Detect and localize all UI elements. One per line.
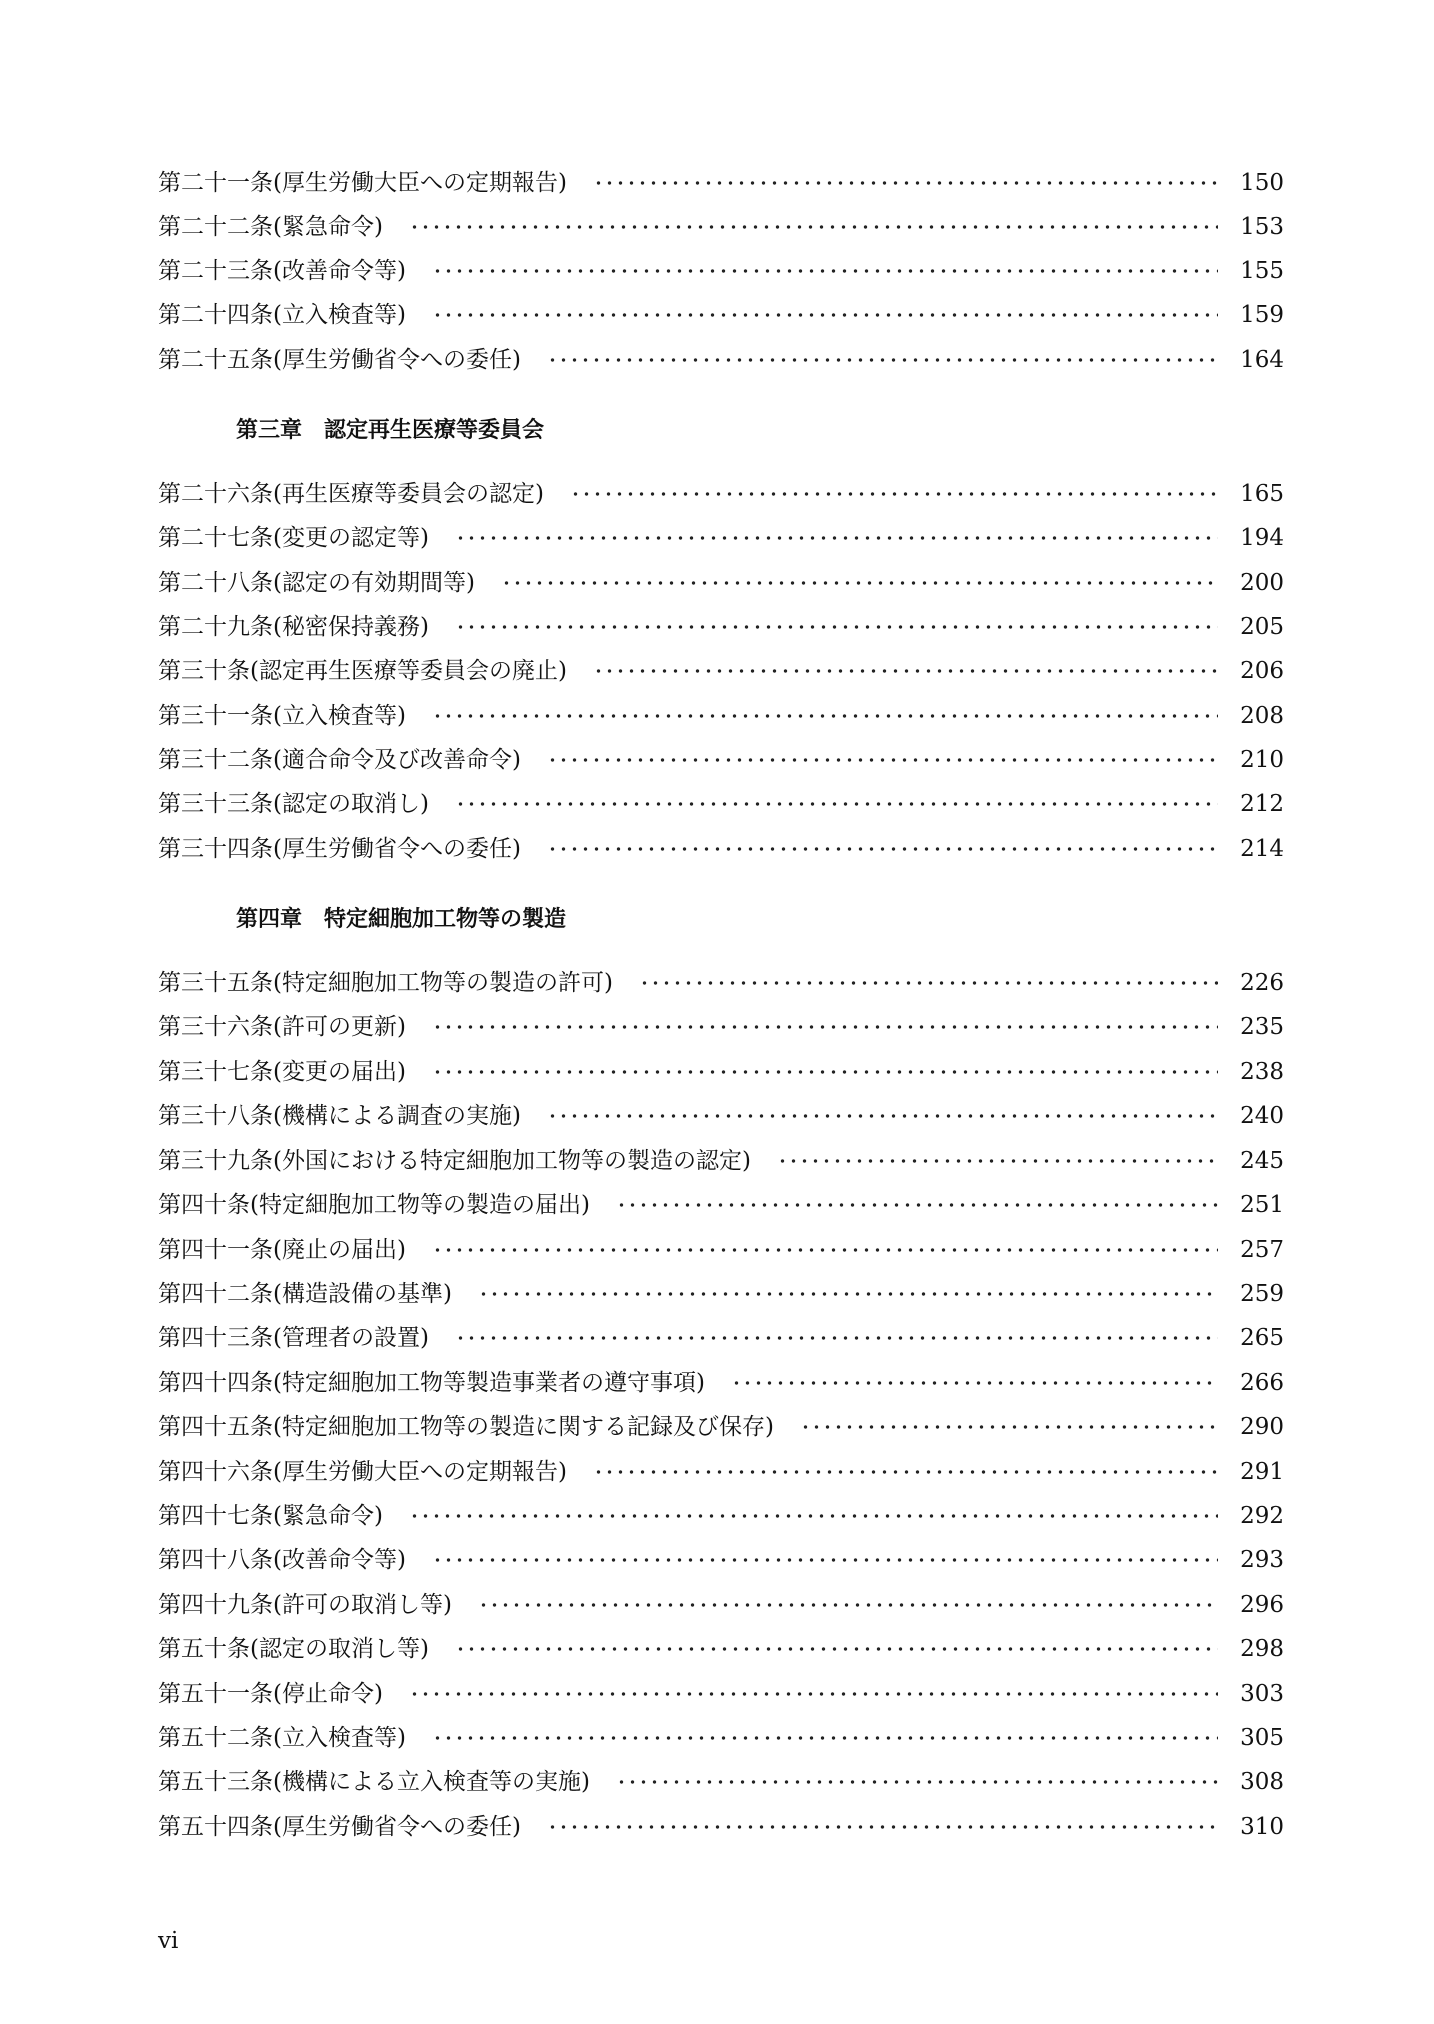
toc-entry bbox=[158, 1718, 1284, 1758]
toc-entry-page: 164 bbox=[1240, 347, 1284, 373]
toc-entry bbox=[158, 295, 1284, 335]
toc-entry bbox=[158, 1762, 1284, 1802]
toc-entry bbox=[158, 696, 1284, 736]
toc-entry-title: 第三十四条(厚生労働省令への委任) bbox=[158, 836, 521, 862]
toc-entry bbox=[158, 1407, 1284, 1447]
dot-leader bbox=[455, 1629, 1218, 1669]
dot-leader bbox=[455, 784, 1218, 824]
toc-entry-title: 第三十九条(外国における特定細胞加工物等の製造の認定) bbox=[158, 1148, 751, 1174]
dot-leader bbox=[593, 163, 1218, 203]
toc-entry bbox=[158, 563, 1284, 603]
toc-entry-page: 194 bbox=[1240, 525, 1284, 551]
toc-entry-page: 165 bbox=[1240, 481, 1284, 507]
toc-entry bbox=[158, 1096, 1284, 1136]
dot-leader bbox=[478, 1585, 1218, 1625]
toc-entry-page: 155 bbox=[1240, 258, 1284, 284]
toc-entry-title: 第三十八条(機構による調査の実施) bbox=[158, 1103, 521, 1129]
toc-entry bbox=[158, 1540, 1284, 1580]
chapter-heading: 第三章 認定再生医療等委員会 bbox=[236, 418, 545, 443]
toc-entry bbox=[158, 1185, 1284, 1225]
toc-entry bbox=[158, 340, 1284, 380]
toc-entry bbox=[158, 251, 1284, 291]
dot-leader bbox=[432, 1230, 1218, 1270]
toc-entry-page: 266 bbox=[1240, 1370, 1284, 1396]
dot-leader bbox=[478, 1274, 1218, 1314]
toc-entry-title: 第四十八条(改善命令等) bbox=[158, 1547, 406, 1573]
toc-entry-title: 第三十六条(許可の更新) bbox=[158, 1014, 406, 1040]
dot-leader bbox=[547, 829, 1218, 869]
toc-entry-page: 208 bbox=[1240, 703, 1284, 729]
toc-entry bbox=[158, 1274, 1284, 1314]
toc-entry-title: 第四十七条(緊急命令) bbox=[158, 1503, 383, 1529]
dot-leader bbox=[432, 1052, 1218, 1092]
toc-entry bbox=[158, 207, 1284, 247]
toc-entry-title: 第二十六条(再生医療等委員会の認定) bbox=[158, 481, 544, 507]
dot-leader bbox=[409, 1496, 1218, 1536]
chapter-heading: 第四章 特定細胞加工物等の製造 bbox=[236, 907, 567, 932]
toc-entry-page: 212 bbox=[1240, 791, 1284, 817]
toc-entry-page: 290 bbox=[1240, 1414, 1284, 1440]
dot-leader bbox=[432, 1718, 1218, 1758]
toc-entry-title: 第二十八条(認定の有効期間等) bbox=[158, 570, 475, 596]
toc-entry-title: 第五十条(認定の取消し等) bbox=[158, 1636, 429, 1662]
toc-entry-title: 第二十九条(秘密保持義務) bbox=[158, 614, 429, 640]
toc-entry-page: 206 bbox=[1240, 658, 1284, 684]
dot-leader bbox=[570, 474, 1218, 514]
toc-entry bbox=[158, 963, 1284, 1003]
toc-entry-title: 第五十三条(機構による立入検査等の実施) bbox=[158, 1769, 590, 1795]
toc-entry-page: 205 bbox=[1240, 614, 1284, 640]
toc-entry bbox=[158, 1629, 1284, 1669]
toc-entry bbox=[158, 1496, 1284, 1536]
toc-entry-page: 251 bbox=[1240, 1192, 1284, 1218]
toc-entry bbox=[158, 1230, 1284, 1270]
toc-entry-title: 第二十四条(立入検査等) bbox=[158, 302, 406, 328]
toc-entry-title: 第三十一条(立入検査等) bbox=[158, 703, 406, 729]
dot-leader bbox=[432, 696, 1218, 736]
toc-entry bbox=[158, 1585, 1284, 1625]
dot-leader bbox=[432, 251, 1218, 291]
toc-entry bbox=[158, 1007, 1284, 1047]
toc-entry bbox=[158, 474, 1284, 514]
dot-leader bbox=[547, 1096, 1218, 1136]
page-number: vi bbox=[158, 1928, 179, 1954]
toc-entry-title: 第五十二条(立入検査等) bbox=[158, 1725, 406, 1751]
dot-leader bbox=[455, 607, 1218, 647]
toc-entry-title: 第四十六条(厚生労働大臣への定期報告) bbox=[158, 1459, 567, 1485]
dot-leader bbox=[547, 340, 1218, 380]
dot-leader bbox=[409, 1674, 1218, 1714]
dot-leader bbox=[593, 651, 1218, 691]
toc-entry-page: 200 bbox=[1240, 570, 1284, 596]
toc-entry-page: 150 bbox=[1240, 170, 1284, 196]
toc-entry-page: 257 bbox=[1240, 1237, 1284, 1263]
toc-entry-page: 265 bbox=[1240, 1325, 1284, 1351]
toc-entry bbox=[158, 1363, 1284, 1403]
dot-leader bbox=[455, 518, 1218, 558]
dot-leader bbox=[432, 1540, 1218, 1580]
toc-entry-title: 第四十一条(廃止の届出) bbox=[158, 1237, 406, 1263]
toc-entry-title: 第二十三条(改善命令等) bbox=[158, 258, 406, 284]
toc-entry bbox=[158, 607, 1284, 647]
dot-leader bbox=[777, 1141, 1218, 1181]
dot-leader bbox=[639, 963, 1218, 1003]
toc-entry-page: 240 bbox=[1240, 1103, 1284, 1129]
toc-entry-title: 第三十二条(適合命令及び改善命令) bbox=[158, 747, 521, 773]
dot-leader bbox=[455, 1318, 1218, 1358]
toc-entry bbox=[158, 651, 1284, 691]
toc-entry-page: 308 bbox=[1240, 1769, 1284, 1795]
toc-entry-page: 310 bbox=[1240, 1814, 1284, 1840]
dot-leader bbox=[593, 1452, 1218, 1492]
toc-entry-title: 第五十四条(厚生労働省令への委任) bbox=[158, 1814, 521, 1840]
toc-entry-page: 293 bbox=[1240, 1547, 1284, 1573]
toc-entry-title: 第五十一条(停止命令) bbox=[158, 1681, 383, 1707]
toc-entry-page: 298 bbox=[1240, 1636, 1284, 1662]
dot-leader bbox=[616, 1762, 1218, 1802]
toc-entry bbox=[158, 1318, 1284, 1358]
toc-entry-title: 第三十五条(特定細胞加工物等の製造の許可) bbox=[158, 970, 613, 996]
toc-entry bbox=[158, 1452, 1284, 1492]
toc-entry-page: 238 bbox=[1240, 1059, 1284, 1085]
dot-leader bbox=[409, 207, 1218, 247]
toc-entry-title: 第二十五条(厚生労働省令への委任) bbox=[158, 347, 521, 373]
toc-entry-title: 第四十三条(管理者の設置) bbox=[158, 1325, 429, 1351]
toc-entry-page: 305 bbox=[1240, 1725, 1284, 1751]
toc-entry bbox=[158, 518, 1284, 558]
dot-leader bbox=[731, 1363, 1218, 1403]
toc-entry bbox=[158, 1807, 1284, 1847]
toc-entry bbox=[158, 1674, 1284, 1714]
toc-entry-page: 210 bbox=[1240, 747, 1284, 773]
toc-entry-title: 第二十二条(緊急命令) bbox=[158, 214, 383, 240]
dot-leader bbox=[800, 1407, 1218, 1447]
toc-entry-title: 第三十条(認定再生医療等委員会の廃止) bbox=[158, 658, 567, 684]
toc-entry-page: 226 bbox=[1240, 970, 1284, 996]
toc-entry-title: 第四十二条(構造設備の基準) bbox=[158, 1281, 452, 1307]
toc-entry-title: 第二十七条(変更の認定等) bbox=[158, 525, 429, 551]
toc-entry-page: 235 bbox=[1240, 1014, 1284, 1040]
dot-leader bbox=[547, 1807, 1218, 1847]
toc-entry-page: 292 bbox=[1240, 1503, 1284, 1529]
toc-entry bbox=[158, 163, 1284, 203]
toc-entry-page: 291 bbox=[1240, 1459, 1284, 1485]
toc-entry bbox=[158, 740, 1284, 780]
dot-leader bbox=[501, 563, 1218, 603]
toc-entry-title: 第四十五条(特定細胞加工物等の製造に関する記録及び保存) bbox=[158, 1414, 774, 1440]
toc-entry-page: 245 bbox=[1240, 1148, 1284, 1174]
dot-leader bbox=[547, 740, 1218, 780]
toc-entry-title: 第四十条(特定細胞加工物等の製造の届出) bbox=[158, 1192, 590, 1218]
dot-leader bbox=[616, 1185, 1218, 1225]
toc-entry bbox=[158, 1052, 1284, 1092]
toc-entry-page: 259 bbox=[1240, 1281, 1284, 1307]
dot-leader bbox=[432, 1007, 1218, 1047]
toc-entry-page: 296 bbox=[1240, 1592, 1284, 1618]
toc-entry-page: 159 bbox=[1240, 302, 1284, 328]
toc-entry-page: 214 bbox=[1240, 836, 1284, 862]
toc-entry bbox=[158, 1141, 1284, 1181]
dot-leader bbox=[432, 295, 1218, 335]
toc-entry-title: 第三十七条(変更の届出) bbox=[158, 1059, 406, 1085]
toc-entry bbox=[158, 829, 1284, 869]
toc-entry-title: 第四十九条(許可の取消し等) bbox=[158, 1592, 452, 1618]
toc-entry-page: 303 bbox=[1240, 1681, 1284, 1707]
toc-entry-title: 第二十一条(厚生労働大臣への定期報告) bbox=[158, 170, 567, 196]
toc-entry-title: 第四十四条(特定細胞加工物等製造事業者の遵守事項) bbox=[158, 1370, 705, 1396]
toc-entry-title: 第三十三条(認定の取消し) bbox=[158, 791, 429, 817]
toc-entry bbox=[158, 784, 1284, 824]
toc-entry-page: 153 bbox=[1240, 214, 1284, 240]
